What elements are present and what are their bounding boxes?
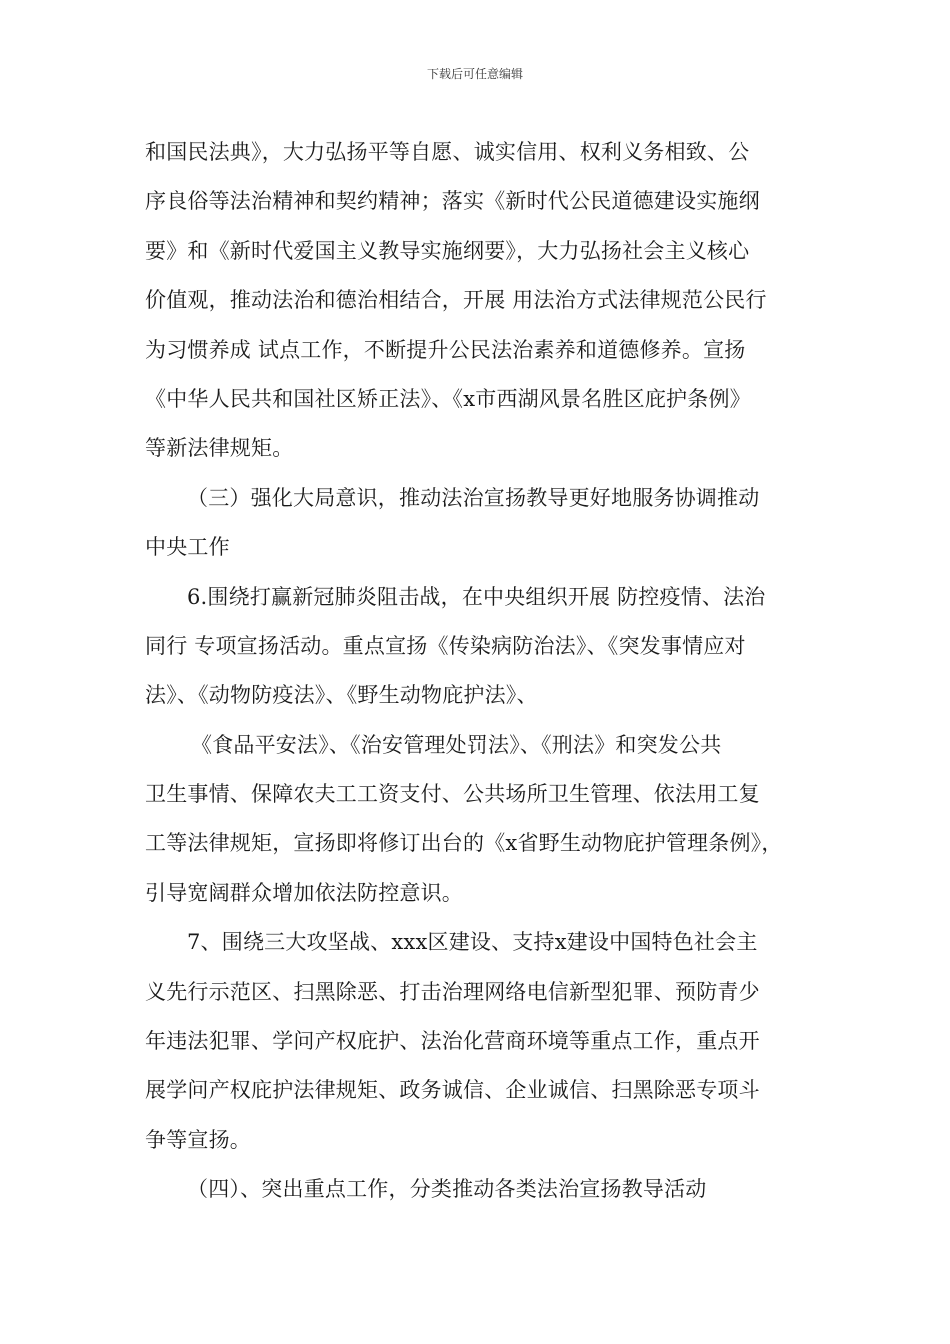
text-line: 义先行示范区、扫黑除恶、打击治理网络电信新型犯罪、预防青少 bbox=[145, 979, 760, 1004]
text-line: 同行 专项宣扬活动。重点宣扬《传染病防治法》、《突发事情应对 bbox=[145, 633, 746, 658]
text-line: 法》、《动物防疫法》、《野生动物庇护法》、 bbox=[145, 683, 538, 708]
text-line: 《中华人民共和国社区矫正法》、《x市西湖风景名胜区庇护条例》 bbox=[145, 386, 751, 411]
section-heading-continued: 中央工作 bbox=[145, 535, 230, 560]
text-line: 序良俗等法治精神和契约精神；落实《新时代公民道德建设实施纲 bbox=[145, 189, 760, 214]
page-header: 下载后可任意编辑 bbox=[426, 67, 523, 81]
text-line: 等新法律规矩。 bbox=[145, 436, 294, 461]
text-line: 价值观，推动法治和德治相结合，开展 用法治方式法律规范公民行 bbox=[145, 288, 767, 313]
text-line: 引导宽阔群众增加依法防控意识。 bbox=[145, 880, 463, 905]
text-line: 和国民法典》，大力弘扬平等自愿、诚实信用、权利义务相致、公 bbox=[145, 140, 750, 164]
text-line: 年违法犯罪、学问产权庇护、法治化营商环境等重点工作，重点开 bbox=[145, 1029, 760, 1054]
text-line: 争等宣扬。 bbox=[145, 1127, 251, 1152]
text-line: 要》和《新时代爱国主义教导实施纲要》，大力弘扬社会主义核心 bbox=[145, 238, 750, 263]
text-line: 卫生事情、保障农夫工工资支付、公共场所卫生管理、依法用工复 bbox=[145, 782, 760, 807]
text-line: 工等法律规矩，宣扬即将修订出台的《x省野生动物庇护管理条例》， bbox=[145, 831, 783, 856]
document-body bbox=[145, 128, 809, 1215]
section-heading: （四）、突出重点工作，分类推动各类法治宣扬教导活动 bbox=[187, 1177, 707, 1202]
text-line: 7、围绕三大攻坚战、xxx区建设、支持x建设中国特色社会主 bbox=[187, 930, 758, 955]
text-line: 展学问产权庇护法律规矩、政务诚信、企业诚信、扫黑除恶专项斗 bbox=[145, 1078, 760, 1103]
text-line: 6.围绕打赢新冠肺炎阻击战，在中央组织开展 防控疫情、法治 bbox=[187, 584, 766, 609]
text-line: 《食品平安法》、《治安管理处罚法》、《刑法》和突发公共 bbox=[191, 732, 722, 757]
text-line: 为习惯养成 试点工作，不断提升公民法治素养和道德修养。宣扬 bbox=[145, 337, 746, 362]
section-heading: （三）强化大局意识，推动法治宣扬教导更好地服务协调推动 bbox=[187, 485, 760, 510]
